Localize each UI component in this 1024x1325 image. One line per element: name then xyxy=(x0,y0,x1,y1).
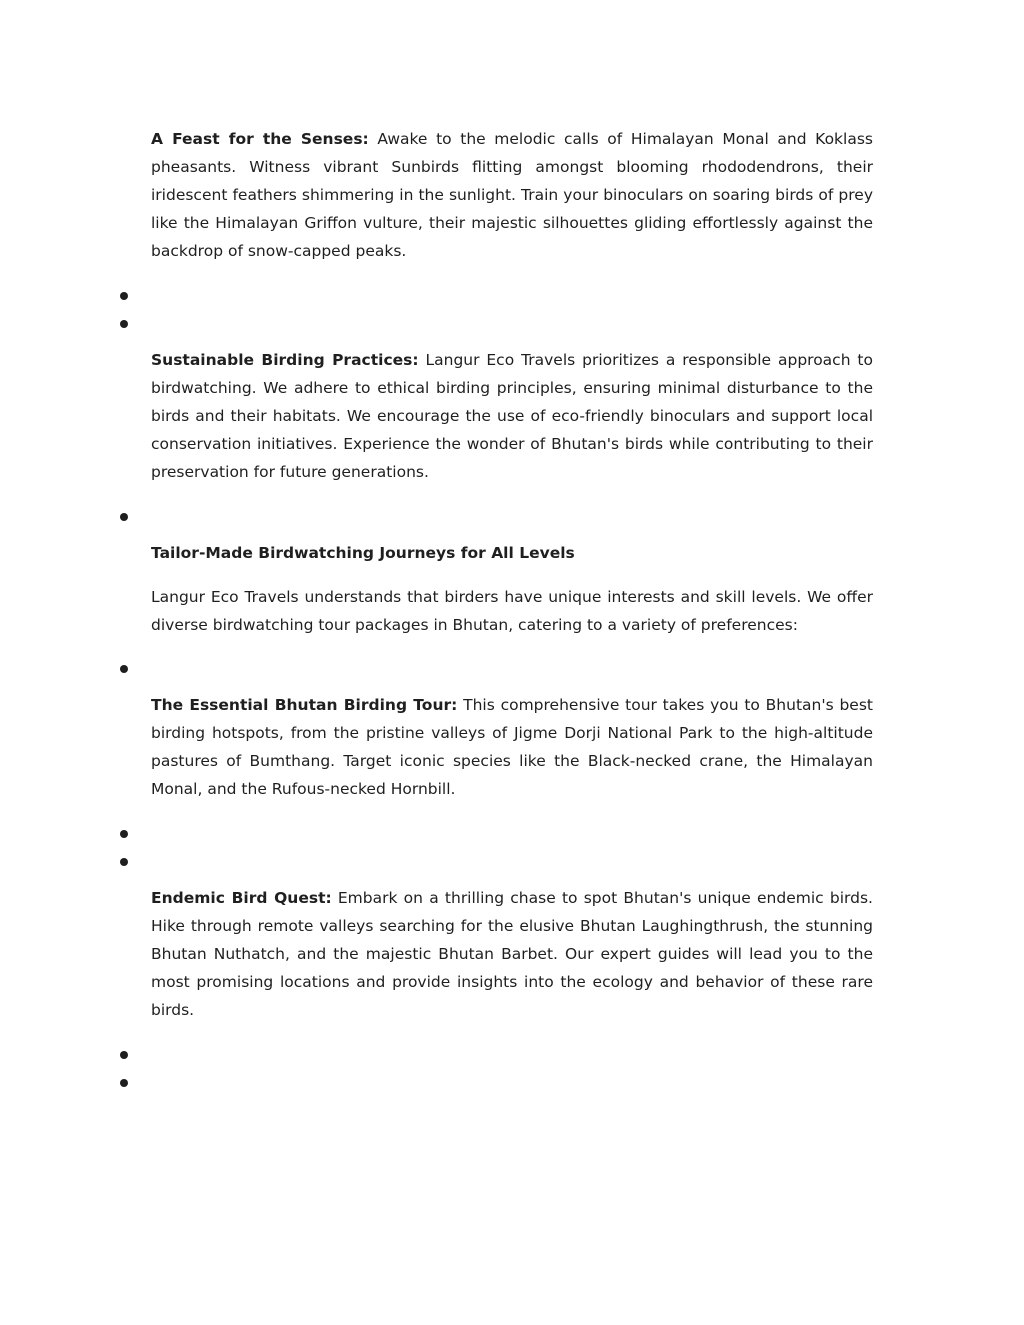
list-bullet xyxy=(120,513,128,521)
list-bullet xyxy=(120,320,128,328)
paragraph-label: The Essential Bhutan Birding Tour: xyxy=(151,696,458,714)
paragraph-tailor-intro: Langur Eco Travels understands that birders have unique interests and skill levels. We offer diverse birdwatching tour packages in Bhutan, catering to a variety of preferences: xyxy=(151,588,873,634)
paragraph-label: Endemic Bird Quest: xyxy=(151,889,332,907)
paragraph-endemic-quest xyxy=(151,884,873,1024)
paragraph-essential-tour xyxy=(151,691,873,803)
paragraph-feast-for-the-senses xyxy=(151,125,873,265)
list-bullet xyxy=(120,665,128,673)
list-bullet xyxy=(120,830,128,838)
paragraph-label: A Feast for the Senses: xyxy=(151,130,369,148)
list-bullet xyxy=(120,292,128,300)
paragraph-text: This comprehensive tour takes you to Bhutan's best birding hotspots, from the pristine valleys of Jigme Dorji National Park to the high-altitude pastures of Bumthang. Target iconic species like the Black-necked crane, the Himalayan Monal, and the Rufous-necked Hornbill. xyxy=(151,696,873,798)
paragraph-sustainable-birding xyxy=(151,346,873,486)
paragraph-label: Sustainable Birding Practices: xyxy=(151,351,419,369)
paragraph-text: Awake to the melodic calls of Himalayan Monal and Koklass pheasants. Witness vibrant Sunbirds flitting amongst blooming rhododendrons, their iridescent feathers shimmering in the sunlight. Train your binoculars on soaring birds of prey like the Himalayan Griffon vulture, their majestic silhouettes gliding effortlessly against the backdrop of snow-capped peaks. xyxy=(151,130,873,260)
paragraph-text: Embark on a thrilling chase to spot Bhutan's unique endemic birds. Hike through remote valleys searching for the elusive Bhutan Laughingthrush, the stunning Bhutan Nuthatch, and the majestic Bhutan Barbet. Our expert guides will lead you to the most promising locations and provide insights into the ecology and behavior of these rare birds. xyxy=(151,889,873,1019)
list-bullet xyxy=(120,858,128,866)
section-heading: Tailor-Made Birdwatching Journeys for All Levels xyxy=(151,544,575,562)
paragraph-text: Langur Eco Travels prioritizes a responsible approach to birdwatching. We adhere to ethical birding principles, ensuring minimal disturbance to the birds and their habitats. We encourage the use of eco-friendly binoculars and support local conservation initiatives. Experience the wonder of Bhutan's birds while contributing to their preservation for future generations. xyxy=(151,351,873,481)
list-bullet xyxy=(120,1051,128,1059)
list-bullet xyxy=(120,1079,128,1087)
